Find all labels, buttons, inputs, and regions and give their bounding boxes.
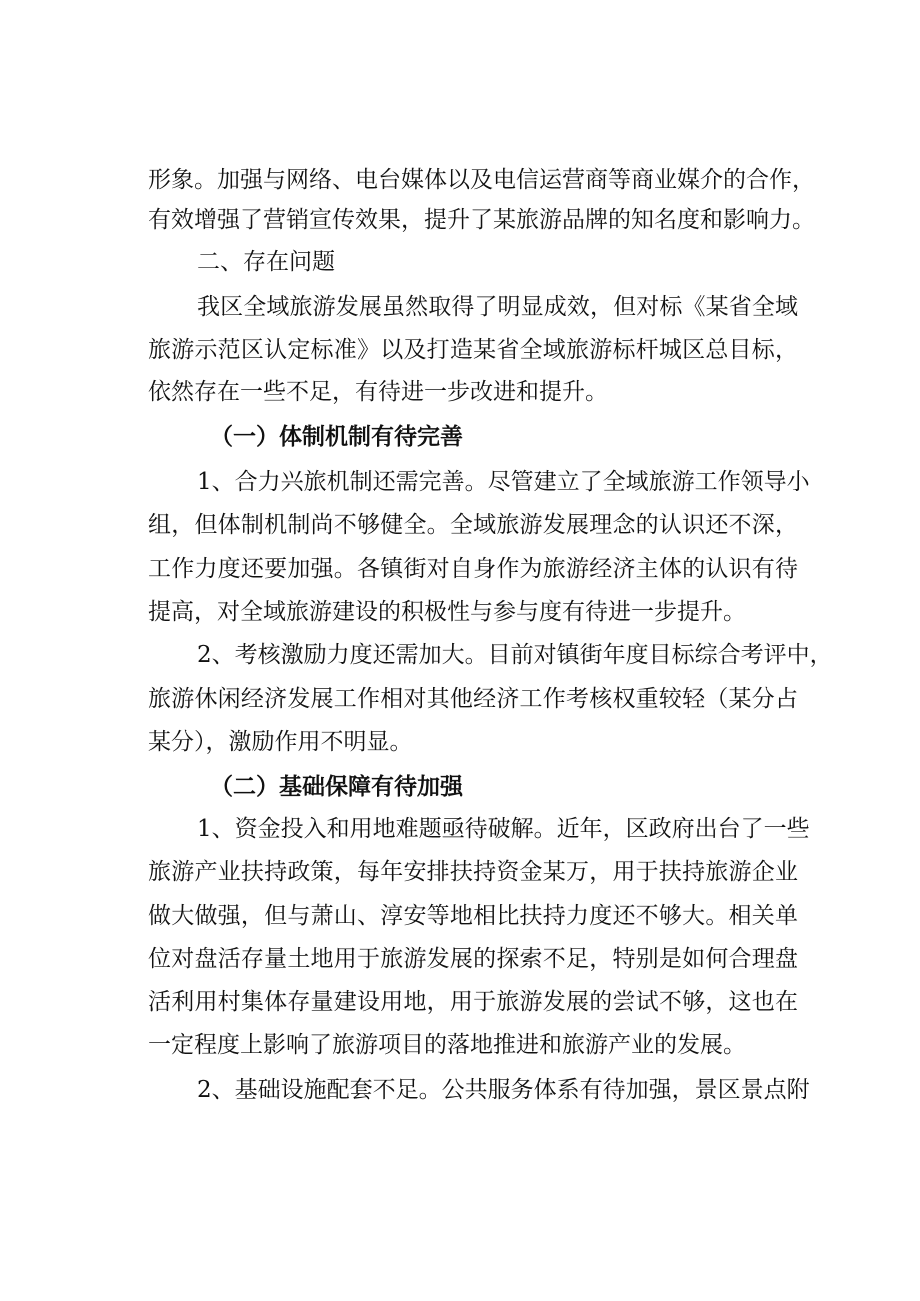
paragraph-line: 有效增强了营销宣传效果，提升了某旅游品牌的知名度和影响力。 bbox=[148, 207, 815, 233]
paragraph-line: 旅游示范区认定标准》以及打造某省全域旅游标杆城区总目标， bbox=[148, 337, 798, 363]
paragraph-line: 组，但体制机制尚不够健全。全域旅游发展理念的认识还不深， bbox=[148, 512, 798, 538]
paragraph-line: 1、合力兴旅机制还需完善。尽管建立了全域旅游工作领导小 bbox=[197, 469, 810, 495]
paragraph-line: 旅游休闲经济发展工作相对其他经济工作考核权重较轻（某分占 bbox=[148, 686, 798, 712]
paragraph-line: 我区全域旅游发展虽然取得了明显成效，但对标《某省全域 bbox=[197, 294, 798, 320]
paragraph-line: 2、基础设施配套不足。公共服务体系有待加强，景区景点附 bbox=[197, 1077, 810, 1103]
subsection-heading: （一）体制机制有待完善 bbox=[210, 423, 463, 450]
paragraph-line: 一定程度上影响了旅游项目的落地推进和旅游产业的发展。 bbox=[148, 1032, 746, 1058]
paragraph-line: 位对盘活存量土地用于旅游发展的探索不足，特别是如何合理盘 bbox=[148, 946, 798, 972]
paragraph-line: 旅游产业扶持政策，每年安排扶持资金某万，用于扶持旅游企业 bbox=[148, 859, 798, 885]
paragraph-line: 做大做强，但与萧山、淳安等地相比扶持力度还不够大。相关单 bbox=[148, 903, 798, 929]
subsection-heading: （二）基础保障有待加强 bbox=[210, 773, 463, 800]
section-heading: 二、存在问题 bbox=[197, 249, 335, 275]
paragraph-line: 依然存在一些不足，有待进一步改进和提升。 bbox=[148, 379, 608, 405]
paragraph-line: 1、资金投入和用地难题亟待破解。近年，区政府出台了一些 bbox=[197, 816, 810, 842]
paragraph-line: 提高，对全域旅游建设的积极性与参与度有待进一步提升。 bbox=[148, 599, 746, 625]
paragraph-line: 形象。加强与网络、电台媒体以及电信运营商等商业媒介的合作， bbox=[148, 167, 815, 193]
paragraph-line: 2、考核激励力度还需加大。目前对镇街年度目标综合考评中， bbox=[197, 642, 833, 668]
paragraph-line: 工作力度还要加强。各镇街对自身作为旅游经济主体的认识有待 bbox=[148, 556, 798, 582]
paragraph-line: 某分），激励作用不明显。 bbox=[148, 729, 413, 755]
paragraph-line: 活利用村集体存量建设用地，用于旅游发展的尝试不够，这也在 bbox=[148, 989, 798, 1015]
